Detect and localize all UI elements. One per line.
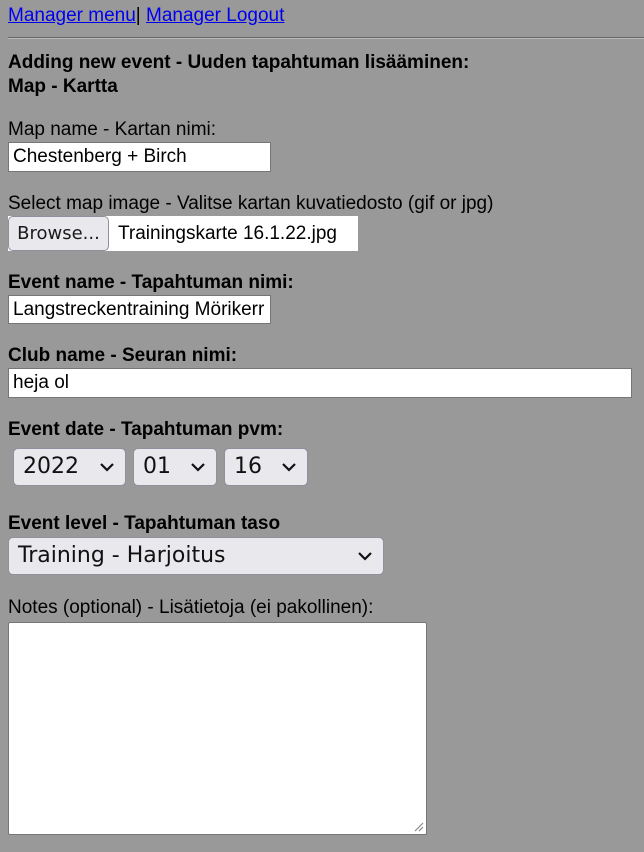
event-day-value: 16 (234, 454, 262, 479)
event-name-input[interactable]: Langstreckentraining Mörikerr (8, 295, 271, 324)
event-name-label: Event name - Tapahtuman nimi: (8, 272, 294, 293)
map-image-label: Select map image - Valitse kartan kuvatiedosto (gif or jpg) (8, 193, 494, 214)
event-month-select[interactable] (133, 448, 217, 486)
chevron-down-icon (357, 550, 373, 562)
page-title (8, 51, 469, 99)
nav-separator: | (135, 5, 141, 26)
event-level-value: Training - Harjoitus (18, 543, 226, 568)
divider (8, 37, 644, 39)
event-level-select[interactable] (8, 537, 384, 575)
manager-logout-link[interactable]: Manager Logout (146, 5, 285, 26)
event-month-value: 01 (143, 454, 171, 479)
club-name-input[interactable]: heja ol (8, 368, 632, 398)
event-day-select[interactable] (224, 448, 308, 486)
map-image-file-input[interactable] (8, 216, 358, 251)
chevron-down-icon (281, 461, 297, 473)
manager-menu-link[interactable]: Manager menu (8, 5, 136, 26)
event-level-label: Event level - Tapahtuman taso (8, 513, 281, 534)
page-title-line2: Map - Kartta (8, 76, 118, 97)
map-name-input[interactable]: Chestenberg + Birch (8, 142, 271, 172)
notes-label: Notes (optional) - Lisätietoja (ei pakollinen): (8, 597, 374, 618)
event-date-label: Event date - Tapahtuman pvm: (8, 419, 284, 440)
manager-nav (8, 5, 284, 27)
event-year-select[interactable] (13, 448, 126, 486)
chevron-down-icon (99, 461, 115, 473)
browse-button[interactable]: Browse... (8, 216, 109, 251)
resize-grip-icon[interactable] (412, 820, 424, 832)
selected-file-name: Trainingskarte 16.1.22.jpg (118, 223, 337, 244)
map-name-label: Map name - Kartan nimi: (8, 119, 217, 140)
event-year-value: 2022 (23, 454, 79, 479)
page-title-line1: Adding new event - Uuden tapahtuman lisääminen: (8, 52, 470, 73)
chevron-down-icon (190, 461, 206, 473)
notes-textarea[interactable] (8, 622, 427, 835)
club-name-label: Club name - Seuran nimi: (8, 345, 238, 366)
